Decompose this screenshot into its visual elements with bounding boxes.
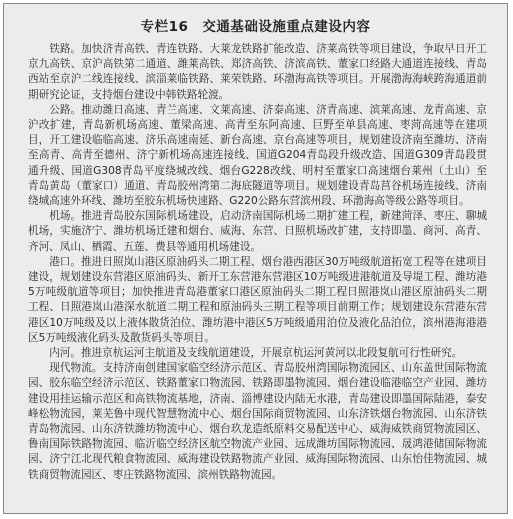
box-title <box>4 15 507 35</box>
column-number: 专栏16 <box>140 19 189 35</box>
paragraph-highway: 公路。推动潍日高速、青兰高速、文莱高速、济泰高速、济青高速、滨莱高速、龙青高速、京沪改扩建，青岛新机场高速、董梁高速、高青至东阿高速、巨野至单县高速、枣菏高速等在建项目，开工建设临临高速、济乐高速南延、新台高速、京台高速等项目，规划建设济南至潍坊、济南至高青、高青至德州、济宁新机场高速连接线、国道G204青岛段升级改造、国道G309青岛段贯通升级、国道G308青岛平度绕城改线、烟台G228改线、明村至董家口高速烟台莱州（土山）至青岛黄岛（董家口）通道、青岛胶州湾第二海底隧道等项目。规划建设青岛莒谷机场连接线、济南绕城高速外环线、潍坊至胶东机场快速路、G220公路东营滨州段、环渤海高等级公路等项目。 <box>28 103 487 208</box>
paragraph-airport: 机场。推进青岛胶东国际机场建设，启动济南国际机场二期扩建工程，新建菏泽、枣庄、聊城机场，实施济宁、潍坊机场迁建和烟台、威海、东营、日照机场改扩建，支持即墨、商河、高青、齐河、凤山、栖霞、五莲、费县等通用机场建设。 <box>28 210 487 253</box>
paragraph-port: 港口。推进日照岚山港区原油码头二期工程、烟台港西港区30万吨级航道拓宽工程等在建项目建设，规划建设东营港区原油码头、新开工东营港东营港区10万吨级进港航道及导堤工程、潍坊港5万吨级航道等项目；加快推进青岛港董家口港区原油码头二期工程日照港岚山港区原油码头二期工程、日照港岚山港深水航道二期工程和原油码头三期工程等项目前期工作；规划建设东营港东营港区10万吨级及以上液体散货泊位、潍坊港中港区5万吨级通用泊位及液化品泊位，滨州港海港港区5万吨级液化码头及散货码头等项目。 <box>28 255 487 344</box>
box-body <box>28 42 487 483</box>
paragraph-railway: 铁路。加快济青高铁、青连铁路、大莱龙铁路扩能改造、济莱高铁等项目建设，争取早日开工京九高铁、京沪高铁第二通道、潍莱高铁、郑济高铁、济滨高铁、董家口经路大通道连接线、青岛西站至京沪二线连接线、滨淄莱临铁路、莱荣铁路、环渤海高铁等项目。开展渤海海峡跨海通道前期研究论证，支持烟台建设中韩铁路轮渡。 <box>28 43 487 101</box>
paragraph-logistics: 现代物流。支持济南创建国家临空经济示范区、青岛胶州湾国际物流园区、山东盖世国际物流园、胶东临空经济示范区、铁路董家口物流园、铁路即墨物流园、烟台建设临港临空产业园、潍坊建设用挂运输示范区和高铁物流基地，济南、淄博建设内陆无水港，青岛建设即墨国际陆港，泰安峰松物流园，莱芜鲁中现代智慧物流中心、烟台国际商贸物流园、山东济铁烟台物流园、山东济铁青岛物流园、山东济铁潍坊物流中心、烟台玖龙造纸原料交易配送中心、威海威铁商贸物流园区、鲁南国际铁路物流园、临沂临空经济区航空物流产业园、远成潍坊国际物流园、晟鸿港储国际物流园、济宁江北现代粮食物流园、威海建设铁路物流产业园、威海国际物流园、山东怡佳物流园、城铁商贸物流园区、枣庄铁路物流园、滨州铁路物流园。 <box>28 362 487 481</box>
feature-box <box>3 3 508 514</box>
paragraph-inland-waterway: 内河。推进京杭运河主航道及支线航道建设，开展京杭运河黄河以北段复航可行性研究。 <box>49 347 463 360</box>
box-heading: 交通基础设施重点建设内容 <box>202 19 371 35</box>
